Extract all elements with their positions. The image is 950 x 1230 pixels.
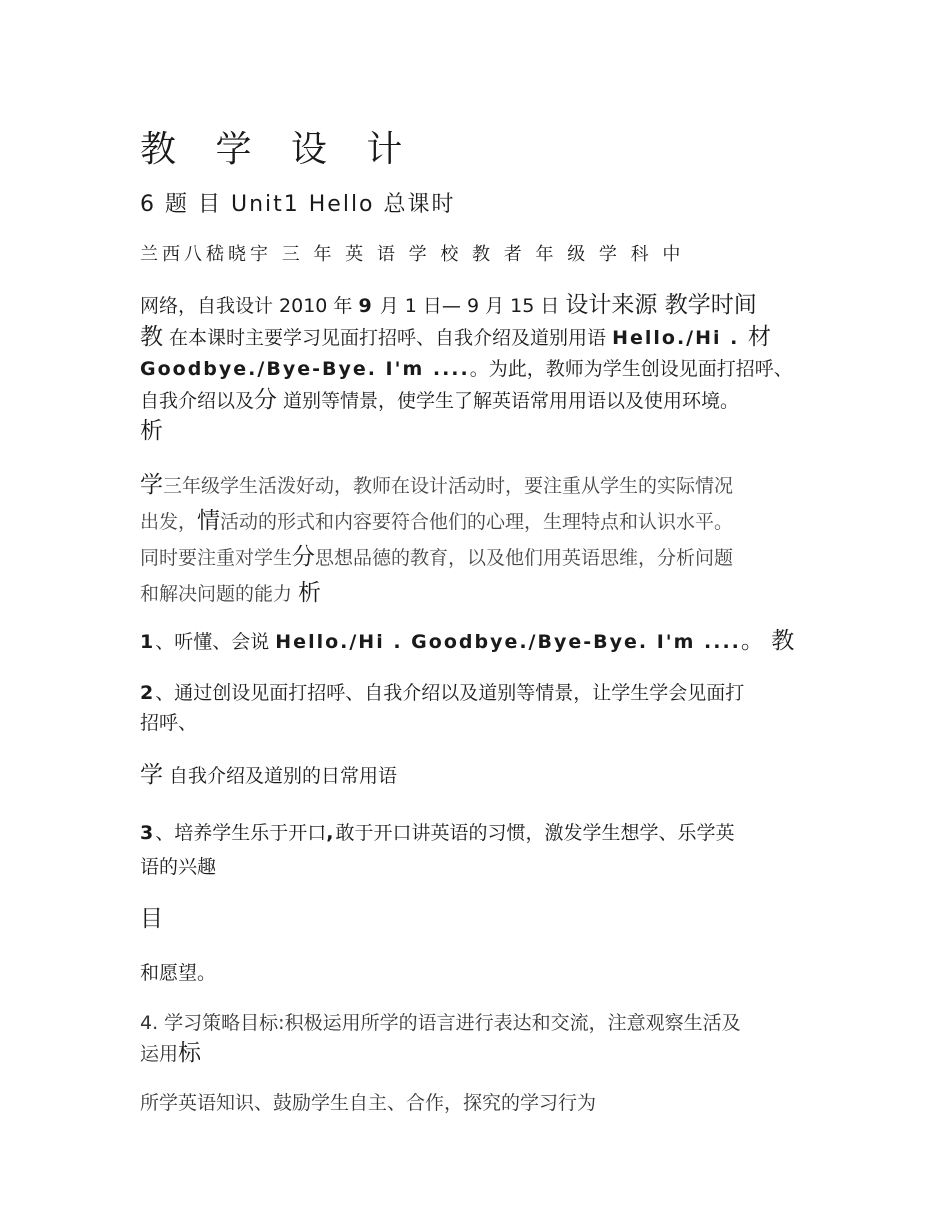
goal-2-cont: 招呼、 (140, 712, 198, 734)
goal-text: 运用 (140, 1043, 179, 1065)
analysis-label-char: 分 (254, 387, 278, 413)
source-line-3 (140, 356, 793, 382)
goal-number: 2 (140, 682, 156, 704)
learner-text: 和解决问题的能力 (140, 583, 299, 605)
goal-text: 敢于开口讲英语的习惯，激发学生想学、乐学英 (335, 822, 735, 844)
goal-1 (140, 628, 794, 655)
goal-3 (140, 820, 734, 846)
analysis-label-char: 析 (140, 418, 163, 444)
material-phrase: Hello./Hi . (612, 327, 748, 349)
goal-number: 1 (140, 631, 156, 653)
source-month: 9 (358, 295, 374, 317)
source-line-1 (140, 292, 757, 319)
learner-line-3 (140, 544, 733, 571)
source-text: 网络，自我设计 2010 年 (140, 295, 359, 317)
source-line-2 (140, 324, 771, 351)
page-title: 教 学 设 计 (140, 129, 417, 170)
goal-2 (140, 680, 744, 706)
material-text: 在本课时主要学习见面打招呼、自我介绍及道别用语 (163, 327, 613, 349)
goal-text: 。 教 (740, 628, 795, 654)
learner-label-char: 情 (197, 508, 221, 534)
material-text: 自我介绍以及 (140, 390, 255, 412)
learner-label-char: 学 (140, 472, 163, 498)
material-text: 。为此，教师为学生创设见面打招呼、 (469, 358, 793, 380)
goal-4-cont (140, 1040, 201, 1067)
goal-text: 、培养学生乐于开口 (155, 822, 327, 844)
goal-text: , (326, 822, 336, 844)
learner-line-1 (140, 472, 733, 499)
source-line-4 (140, 387, 739, 414)
goal-text: 、通过创设见面打招呼、自我介绍以及道别等情景，让学生学会见面打 (155, 682, 745, 704)
goal-label-char: 标 (178, 1040, 202, 1066)
lesson-subtitle: 6 题 目 Unit1 Hello 总课时 (140, 192, 456, 217)
learner-text: 思想品德的教育，以及他们用英语思维，分析问题 (315, 547, 734, 569)
goal-2-cont (140, 762, 397, 789)
source-date: 月 1 日— 9 月 15 日 (373, 295, 566, 317)
material-label-char: 教 (140, 324, 163, 350)
learner-label-char: 分 (292, 544, 316, 570)
goal-4: 4. 学习策略目标:积极运用所学的语言进行表达和交流，注意观察生活及 (140, 1012, 741, 1034)
learner-text: 三年级学生活泼好动，教师在设计活动时，要注重从学生的实际情况 (163, 475, 734, 497)
learner-line-2 (140, 508, 733, 535)
source-label: 设计来源 教学时间 (565, 292, 757, 318)
material-label-char: 材 (747, 324, 771, 350)
learner-label-char: 析 (298, 580, 322, 606)
material-phrase: Goodbye./Bye-Bye. I'm .... (140, 358, 470, 380)
goal-3-cont: 语的兴趣 (140, 856, 217, 878)
goal-4-cont: 所学英语知识、鼓励学生自主、合作，探究的学习行为 (140, 1092, 597, 1114)
meta-line: 兰西八嵇晓宇 三 年 英 语 学 校 教 者 年 级 学 科 中 (140, 244, 685, 265)
goal-label-char: 目 (140, 906, 163, 932)
goal-label-char: 学 (140, 762, 163, 788)
goal-3-cont: 和愿望。 (140, 962, 217, 984)
goal-phrase: Hello./Hi . Goodbye./Bye-Bye. I'm .... (275, 631, 741, 653)
goal-number: 3 (140, 822, 156, 844)
learner-text: 同时要注重对学生 (140, 547, 293, 569)
goal-text: 自我介绍及道别的日常用语 (163, 765, 398, 787)
material-text: 道别等情景，使学生了解英语常用用语以及使用环境。 (277, 390, 740, 412)
learner-text: 出发， (140, 511, 198, 533)
goal-text: 、听懂、会说 (155, 631, 276, 653)
learner-text: 活动的形式和内容要符合他们的心理，生理特点和认识水平。 (220, 511, 734, 533)
learner-line-4 (140, 580, 321, 607)
